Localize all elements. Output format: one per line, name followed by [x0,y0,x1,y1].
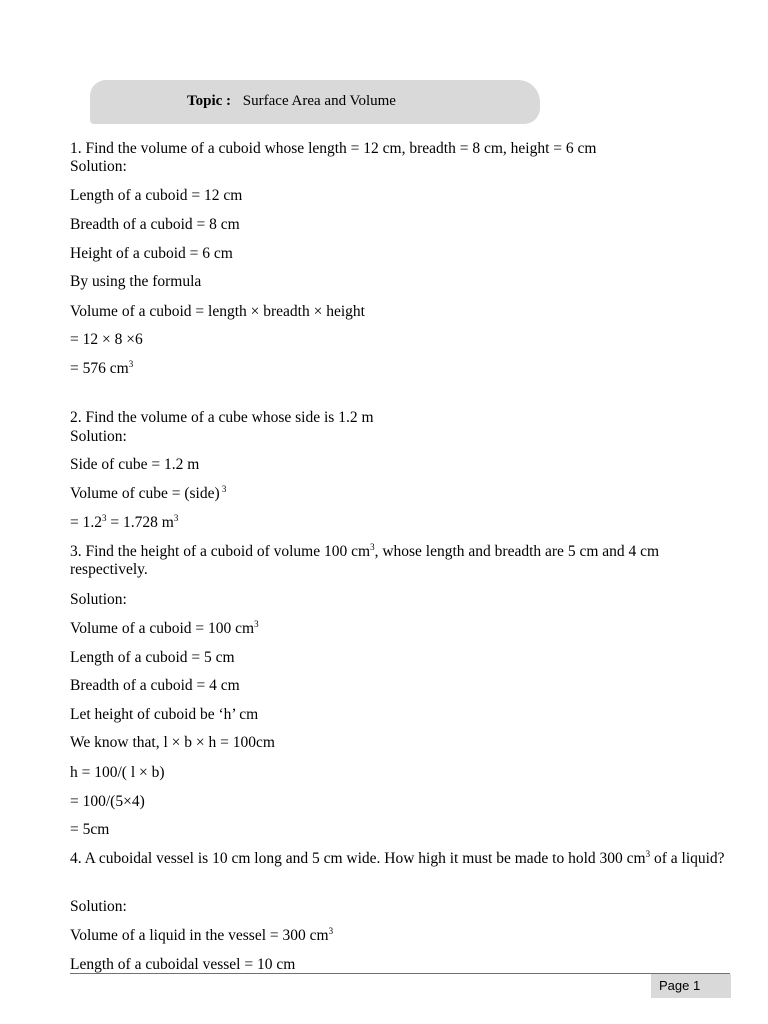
q3-solution-label: Solution: [70,591,127,608]
q2-result-b-exponent: 3 [173,513,179,523]
q1-result-text: = 576 cm [70,360,129,377]
q3-volume [70,620,259,638]
q3-length: Length of a cuboid = 5 cm [70,649,235,666]
q3-we-know: We know that, l × b × h = 100cm [70,734,275,751]
q1-step: = 12 × 8 ×6 [70,331,143,348]
q1-formula-intro: By using the formula [70,273,202,290]
q2-formula [70,485,226,503]
q3-let-height: Let height of cuboid be ‘h’ cm [70,706,259,723]
q2-result-b: = 1.728 m [106,514,174,531]
q3-question-exponent: 3 [370,542,375,552]
q1-result-exponent: 3 [128,359,134,369]
topic-banner [90,80,540,124]
q3-result: = 5cm [70,821,110,838]
q2-result [70,514,178,532]
topic-heading [187,93,396,110]
footer-rule [70,973,730,974]
q3-volume-exponent: 3 [254,619,259,629]
q4-question-a: 4. A cuboidal vessel is 10 cm long and 5 cm wide. How high it must be made to hold 300 cm [70,850,646,867]
q4-volume-text: Volume of a liquid in the vessel = 300 cm [70,927,329,944]
q3-question [70,543,730,579]
q1-result [70,360,133,378]
q1-breadth: Breadth of a cuboid = 8 cm [70,216,240,233]
q4-volume-exponent: 3 [328,926,334,936]
topic-title: Surface Area and Volume [242,93,396,109]
q3-volume-text: Volume of a cuboid = 100 cm [70,620,255,637]
q1-solution-label: Solution: [70,158,127,175]
q2-solution-label: Solution: [70,428,127,445]
q3-question-b: , whose length and breadth are 5 cm and 4 cm respectively. [70,543,660,578]
q1-height: Height of a cuboid = 6 cm [70,245,233,262]
q3-breadth: Breadth of a cuboid = 4 cm [70,677,240,694]
q2-result-a-exponent: 3 [102,513,107,523]
topic-label: Topic : [187,93,232,109]
page-number: Page 1 [651,974,731,998]
q4-solution-label: Solution: [70,898,127,915]
q1-question: 1. Find the volume of a cuboid whose length = 12 cm, breadth = 8 cm, height = 6 cm [70,140,597,157]
q2-side: Side of cube = 1.2 m [70,456,200,473]
q4-volume [70,927,333,945]
q1-formula: Volume of a cuboid = length × breadth × height [70,303,365,320]
q3-question-a: 3. Find the height of a cuboid of volume 100 cm [70,543,371,560]
q2-result-a: = 1.2 [70,514,102,531]
q4-question-exponent: 3 [645,849,651,859]
q2-question: 2. Find the volume of a cube whose side is 1.2 m [70,409,374,426]
q2-formula-text: Volume of cube = (side) [70,485,220,502]
q3-step: = 100/(5×4) [70,793,145,810]
q4-question-b: of a liquid? [650,850,725,867]
q4-question [70,850,730,868]
q4-length: Length of a cuboidal vessel = 10 cm [70,956,296,973]
q1-length: Length of a cuboid = 12 cm [70,187,243,204]
q2-formula-exponent: 3 [219,484,227,494]
q3-h-equation: h = 100/( l × b) [70,764,165,781]
